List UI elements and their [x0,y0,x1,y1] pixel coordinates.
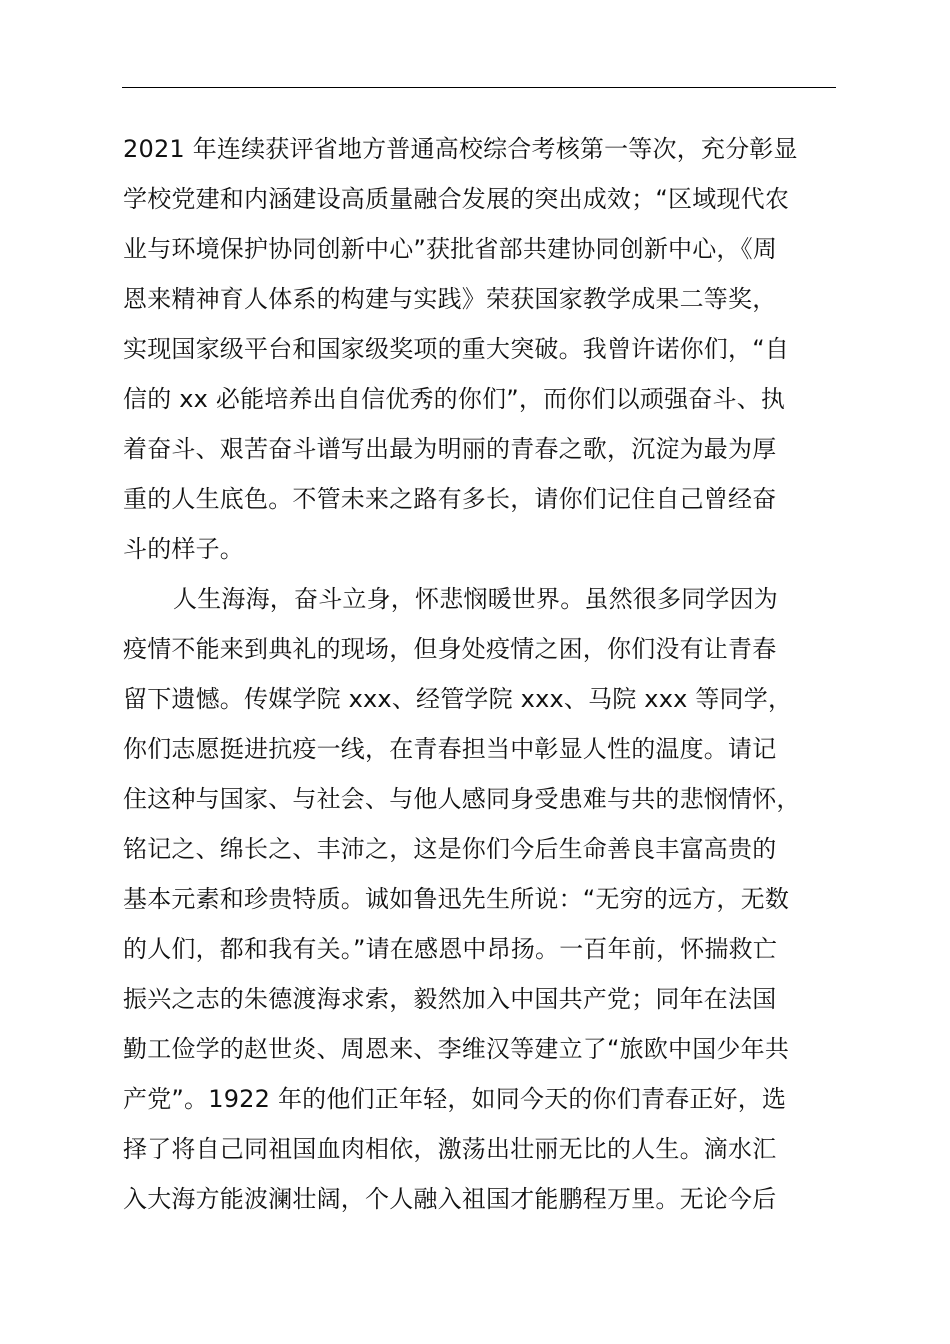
document-body [123,124,883,1224]
text-line: 铭记之、绵长之、丰沛之，这是你们今后生命善良丰富高贵的 [123,835,777,863]
paragraph-first-line: 人生海海，奋斗立身，怀悲悯暖世界。虽然很多同学因为 [173,585,778,613]
text-line: 你们志愿挺进抗疫一线，在青春担当中彰显人性的温度。请记 [123,735,777,763]
text-line: 入大海方能波澜壮阔，个人融入祖国才能鹏程万里。无论今后 [123,1185,777,1213]
text-line: 勤工俭学的赵世炎、周恩来、李维汉等建立了“旅欧中国少年共 [123,1035,790,1063]
text-line: 实现国家级平台和国家级奖项的重大突破。我曾许诺你们，“自 [123,335,790,363]
text-line: 信的 xx 必能培养出自信优秀的你们”，而你们以顽强奋斗、执 [123,385,786,413]
text-line: 留下遗憾。传媒学院 xxx、经管学院 xxx、马院 xxx 等同学， [123,685,793,713]
text-line: 重的人生底色。不管未来之路有多长，请你们记住自己曾经奋 [123,485,777,513]
text-line: 的人们，都和我有关。”请在感恩中昂扬。一百年前，怀揣救亡 [123,935,778,963]
header-rule [122,87,836,88]
text-line: 择了将自己同祖国血肉相依，激荡出壮丽无比的人生。滴水汇 [123,1135,777,1163]
text-line: 住这种与国家、与社会、与他人感同身受患难与共的悲悯情怀， [123,785,801,813]
text-line: 学校党建和内涵建设高质量融合发展的突出成效；“区域现代农 [123,185,790,213]
text-line: 业与环境保护协同创新中心”获批省部共建协同创新中心，《周 [123,235,778,263]
text-line: 基本元素和珍贵特质。诚如鲁迅先生所说：“无穷的远方，无数 [123,885,790,913]
text-line: 疫情不能来到典礼的现场，但身处疫情之困，你们没有让青春 [123,635,777,663]
text-line: 着奋斗、艰苦奋斗谱写出最为明丽的青春之歌，沉淀为最为厚 [123,435,777,463]
text-line: 振兴之志的朱德渡海求索，毅然加入中国共产党；同年在法国 [123,985,777,1013]
text-line: 2021 年连续获评省地方普通高校综合考核第一等次，充分彰显 [123,135,798,163]
text-line: 斗的样子。 [123,535,244,563]
text-line: 产党”。1922 年的他们正年轻，如同今天的你们青春正好，选 [123,1085,787,1113]
text-line: 恩来精神育人体系的构建与实践》荣获国家教学成果二等奖， [123,285,777,313]
